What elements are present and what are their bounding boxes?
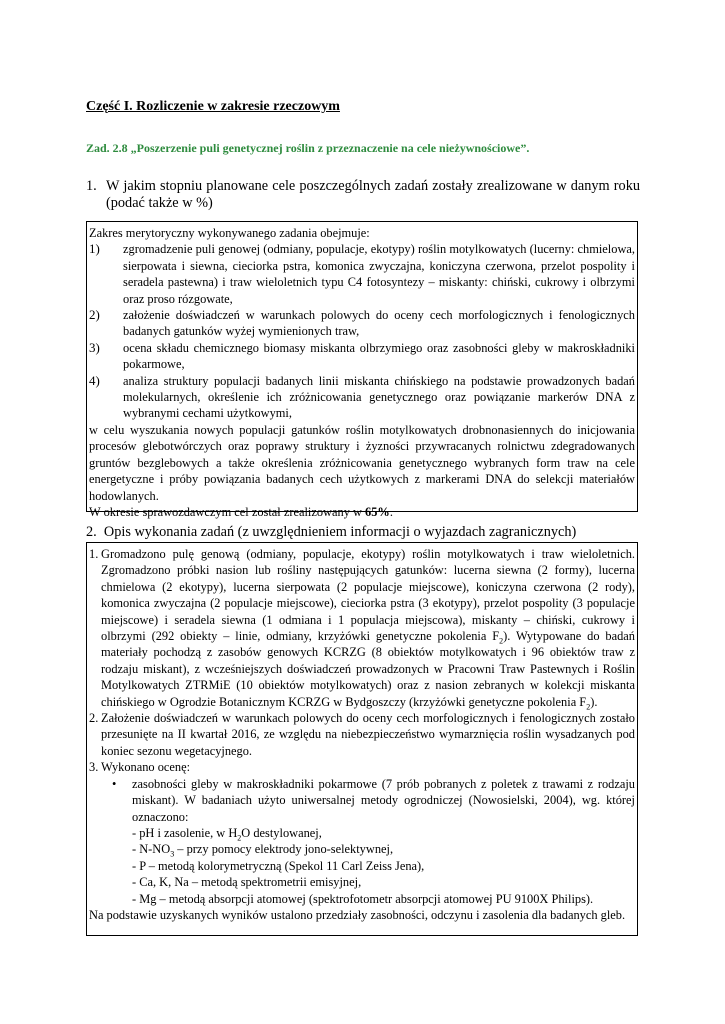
scope-item-text: zgromadzenie puli genowej (odmiany, populacje, ekotypy) roślin motylkowatych (lucerny: chmielowa, sierpowata i siewna, cieciorka pstra, komonica zwyczajna, koniczyna czerwona, przelot pospolity i seradela pastewna) i traw wieloletnich typu C4 fotosyntezy – miskanty: chiński, cukrowy i olbrzymi oraz proso rózgowate,: [123, 242, 635, 306]
method-text: - N-NO: [132, 842, 171, 857]
method-item: - Ca, K, Na – metodą spektrometrii emisyjnej,: [132, 875, 362, 890]
scope-item-3: [89, 340, 635, 373]
section-1-question: [86, 178, 640, 212]
subscript: 3: [170, 849, 175, 859]
section-2-number: 2.: [86, 524, 97, 540]
task-item-1: [89, 546, 635, 710]
scope-item-2: [89, 307, 635, 340]
task-item-2-text: Założenie doświadczeń w warunkach polowych do oceny cech morfologicznych i fenologicznych zostało przesunięte na II kwartał 2016, ze względu na niebezpieczeństwo wymarznięcia roślin wysadzanych pod koniec sezonu wegetacyjnego.: [101, 711, 635, 758]
result-suffix: .: [389, 504, 393, 519]
scope-summary: w celu wyszukania nowych populacji gatunków roślin motylkowatych drobnonasiennych do inicjowania procesów glebotwórczych oraz poprawy struktury i żyzności przywracanych rolnictwu zdegradowanych gruntów bezglebowych a także określenia zróżnicowania genetycznego wybranych form traw na cele energetyczne i próby powiązania badanych cech użytkowych z markerami DNA do selekcji materiałów hodowlanych.: [89, 422, 635, 503]
scope-item-text: ocena składu chemicznego biomasy miskanta olbrzymiego oraz zasobności gleby w makroskładniki pokarmowe,: [123, 340, 635, 372]
result-line: [89, 504, 635, 520]
method-list: [89, 825, 635, 907]
bullet-text: zasobności gleby w makroskładniki pokarmowe (7 prób pobranych z poletek z trawami z rodzaju miskant). W badaniach użyto uniwersalnej metody ogrodniczej (Nowosielski, 2004), wg. której oznaczono:: [132, 776, 635, 824]
scope-item-4: [89, 373, 635, 422]
method-text: - pH i zasolenie, w H: [132, 825, 238, 840]
method-item: - P – metodą kolorymetryczną (Spekol 11 Carl Zeiss Jena),: [132, 858, 425, 873]
task-item-3: [89, 759, 635, 775]
scope-item-number: 1): [89, 241, 100, 257]
scope-item-number: 4): [89, 372, 100, 388]
task-item-number: 2.: [89, 711, 99, 726]
task-item-2: [89, 710, 635, 759]
scope-item-number: 2): [89, 307, 100, 323]
task-item-3-text: Wykonano ocenę:: [101, 760, 191, 775]
task-item-1-text-c: ).: [590, 694, 598, 709]
section-1-number: 1.: [86, 178, 97, 194]
method-text: O destylowanej,: [241, 825, 322, 840]
scope-item-text: założenie doświadczeń w warunkach polowych do oceny cech morfologicznych i fenologicznych badanych gatunków wyżej wymienionych traw,: [123, 308, 635, 339]
scope-item-1: [89, 241, 635, 307]
bullet-icon: •: [112, 776, 117, 791]
section-1-question-text: W jakim stopniu planowane cele poszczególnych zadań zostały zrealizowane w danym roku (podać także w %): [106, 178, 640, 211]
result-value: 65%: [365, 504, 390, 519]
section-2-answer-box: [86, 542, 638, 936]
task-item-number: 1.: [89, 547, 99, 561]
method-text: – przy pomocy elektrody jono-selektywnej,: [174, 842, 394, 857]
result-prefix: W okresie sprawozdawczym cel został zrealizowany w: [89, 504, 366, 519]
bullet-item: [89, 776, 635, 825]
subscript: 2: [237, 833, 242, 843]
scope-intro: Zakres merytoryczny wykonywanego zadania obejmuje:: [89, 226, 370, 240]
task-title: Zad. 2.8 „Poszerzenie puli genetycznej roślin z przeznaczenie na cele nieżywnościowe”.: [86, 141, 530, 155]
method-item: [132, 825, 635, 841]
task-item-number: 3.: [89, 760, 99, 775]
subscript: 2: [499, 636, 504, 646]
task-item-1-text-b: ). Wytypowane do badań materiały pochodzą z zasobów genowych KCRZG (8 obiektów motylkowatych i 96 obiektów traw z rodzaju miskant), z wcześniejszych doświadczeń prowadzonych w Pracowni Traw Pastewnych i Roślin Motylkowatych ZTRMiE (10 obiektów motylkowatych) oraz z nasion zebranych w kolekcji miskanta chińskiego w Ogrodzie Botanicznym KCRZG w Bydgoszczy (krzyżówki genetyczne pokolenia F: [101, 629, 636, 709]
method-item: [132, 841, 635, 857]
subscript: 2: [586, 702, 591, 712]
section-2-question-text: Opis wykonania zadań (z uwzględnieniem informacji o wyjazdach zagranicznych): [103, 524, 577, 540]
method-item: - Mg – metodą absorpcji atomowej (spektrofotometr absorpcji atomowej PU 9100X Philips).: [132, 891, 594, 906]
section-2-question: [86, 524, 646, 541]
section-1-answer-box: [86, 221, 638, 519]
scope-item-text: analiza struktury populacji badanych linii miskanta chińskiego na podstawie prowadzonych badań molekularnych, określenie ich zróżnicowania genetycznego oraz powiązanie markerów DNA z wybranymi cechami użytkowymi,: [123, 373, 635, 421]
conclusion: Na podstawie uzyskanych wyników ustalono przedziały zasobności, odczynu i zasolenia dla badanych gleb.: [89, 907, 626, 922]
part-title: Część I. Rozliczenie w zakresie rzeczowym: [86, 99, 340, 114]
task-item-1-text-a: Gromadzono pulę genową (odmiany, populacje, ekotypy) roślin motylkowatych i traw wieloletnich. Zgromadzono próbki nasion lub rośliny następujących gatunków: lucerna siewna (2 formy), lucerna chmielowa (2 ekotypy), lucerna sierpowata (2 populacje miejscowe), koniczyna czerwona (2 rody), komonica zwyczajna (2 populacje miejscowe), cieciorka pstra (3 ekotypy), przelot pospolity (3 populacje miejscowe) i seradela siewna (1 odmiana i 1 populacja miejscowa), miskanty – chiński, cukrowy i olbrzymi (292 obiekty – linie, odmiany, krzyżówki genetyczne pokolenia F: [101, 547, 635, 644]
scope-item-number: 3): [89, 339, 100, 355]
